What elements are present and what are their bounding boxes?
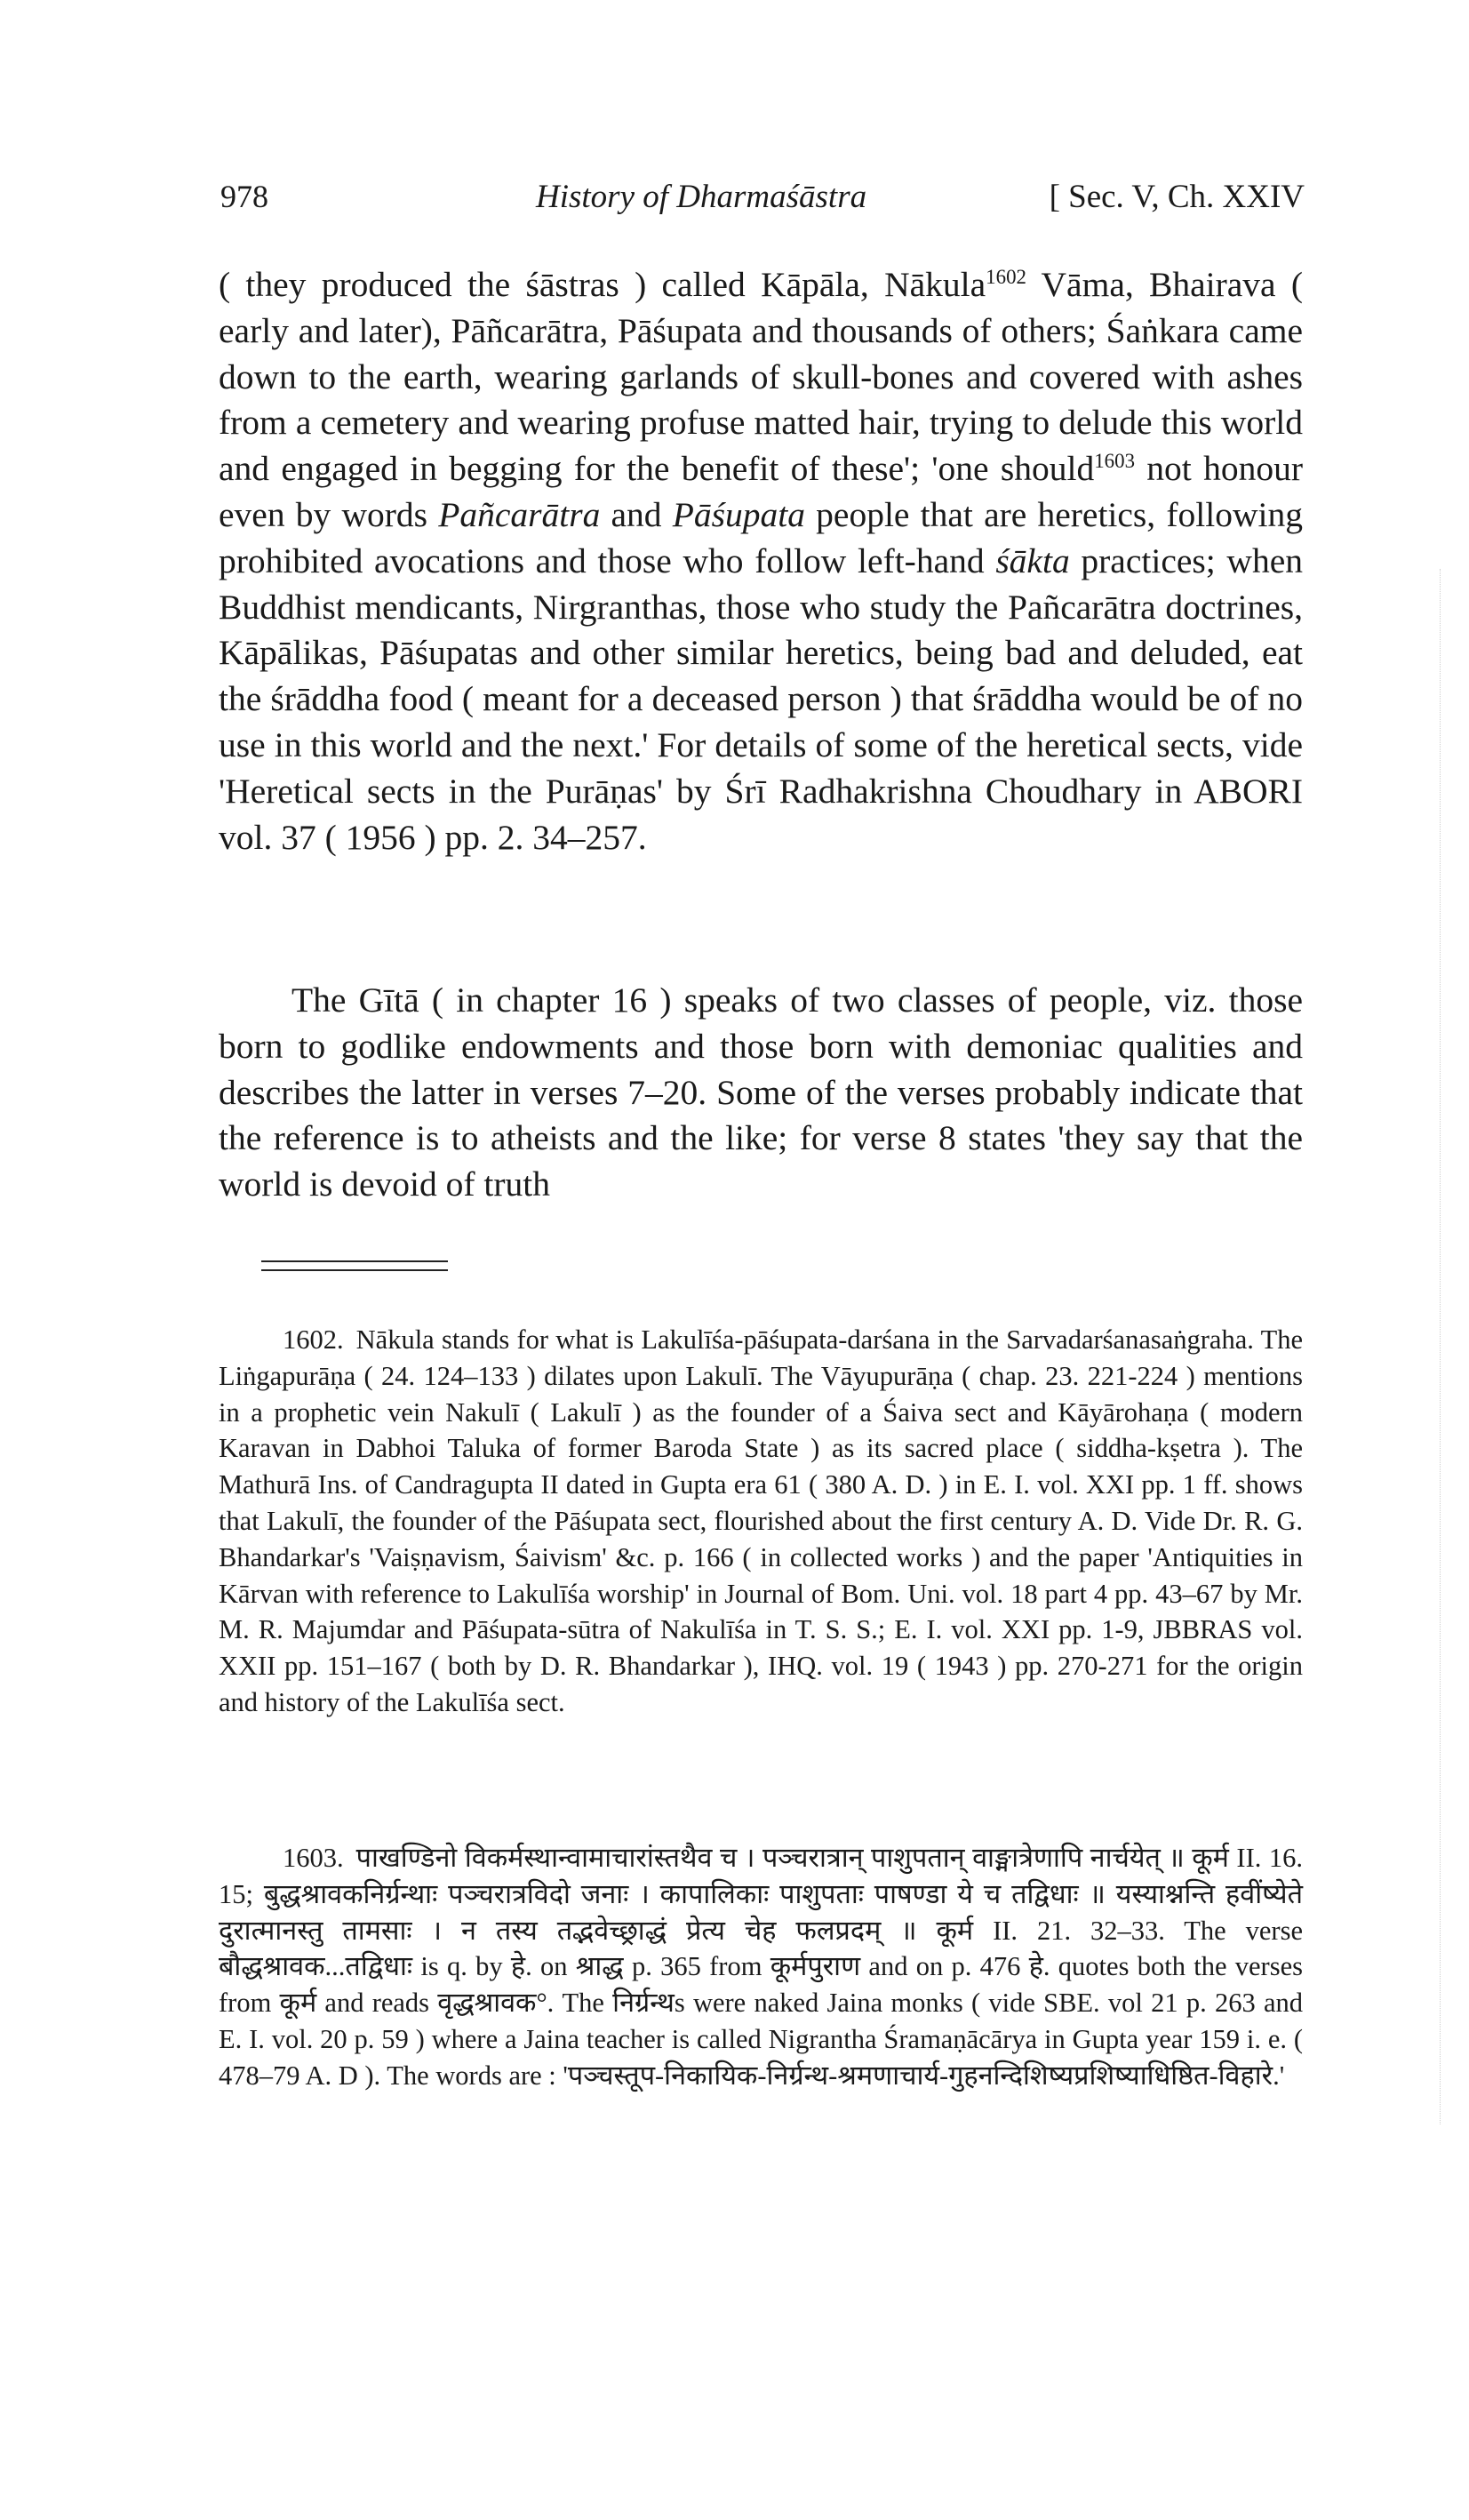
text-run: practices; when Buddhist mendicants, Nirgranthas, those who study the Pañcarātra doctrines, Kāpālikas, Pāśupatas and other similar heretics, being bad and deluded, eat the śrāddha food ( meant for a deceased person ) that śrāddha would be of no use in this world and the next.' For details of some of the heretical sects, vide 'Heretical sects in the Purāṇas' by Śrī Radhakrishna Choudhary in ABORI vol. 37 ( 1956 ) pp. 2. 34–257. bbox=[219, 540, 1303, 857]
page-header bbox=[220, 178, 1305, 231]
footnote-1602 bbox=[219, 1322, 1303, 1721]
text-run: ( they produced the śāstras ) called Kāpāla, Nākula bbox=[219, 265, 986, 304]
text-run: Vāma, Bhairava ( early and later), Pāñcarātra, Pāśupata and thousands of others; Śaṅkara came down to the earth, wearing garlands of skull-bones and covered with ashes from a cemetery and wearing profuse matted hair, trying to delude this world and engaged in begging for the benefit of these'; 'one should bbox=[219, 265, 1303, 489]
footnote-separator-rule bbox=[261, 1269, 448, 1271]
body-paragraph-1 bbox=[219, 262, 1303, 860]
footnote-marker-1603: 1603 bbox=[1094, 450, 1136, 473]
italic-term: Pāśupata bbox=[672, 494, 805, 534]
text-run: and bbox=[600, 494, 673, 534]
text-run: people that are heretics, following prohibited avocations and those who follow left-hand bbox=[219, 494, 1303, 580]
scan-margin-line bbox=[1440, 569, 1441, 2124]
italic-term: śākta bbox=[995, 540, 1070, 580]
footnote-1603 bbox=[219, 1840, 1303, 2094]
footnote-text: Nākula stands for what is Lakulīśa-pāśupata-darśana in the Sarvadarśanasaṅgraha. The Liṅgapurāṇa ( 24. 124–133 ) dilates upon Lakulī. The Vāyupurāṇa ( chap. 23. 221-224 ) mentions in a prophetic vein Nakulī ( Lakulī ) as the founder of a Śaiva sect and Kāyārohaṇa ( modern Karavan in Dabhoi Taluka of former Baroda State ) as its sacred place ( siddha-kṣetra ). The Mathurā Ins. of Candragupta II dated in Gupta era 61 ( 380 A. D. ) in E. I. vol. XXI pp. 1 ff. shows that Lakulī, the founder of the Pāśupata sect, flourished about the first century A. D. Vide Dr. R. G. Bhandarkar's 'Vaiṣṇavism, Śaivism' &c. p. 166 ( in collected works ) and the paper 'Antiquities in Kārvan with reference to Lakulīśa worship' in Journal of Bom. Uni. vol. 18 part 4 pp. 43–67 by Mr. M. R. Majumdar and Pāśupata-sūtra of Nakulīśa in T. S. S.; E. I. vol. XXI pp. 1-9, JBBRAS vol. XXII pp. 151–167 ( both by D. R. Bhandarkar ), IHQ. vol. 19 ( 1943 ) pp. 270-271 for the origin and history of the Lakulīśa sect. bbox=[219, 1324, 1303, 1717]
section-reference: [ Sec. V, Ch. XXIV bbox=[1049, 179, 1305, 215]
footnote-number: 1602. bbox=[283, 1324, 344, 1355]
running-title: History of Dharmaśāstra bbox=[536, 179, 867, 215]
footnote-separator-rule bbox=[261, 1260, 448, 1262]
footnote-text: पाखण्डिनो विकर्मस्थान्वामाचारांस्तथैव च । पञ्चरात्रान् पाशुपतान् वाङ्मात्रेणापि नार्चयेत् ॥ कूर्म II. 16. 15; बुद्धश्रावकनिर्ग्रन्थाः पञ्चरात्रविदो जनाः । कापालिकाः पाशुपताः पाषण्डा ये च तद्विधाः ॥ यस्याश्नन्ति हवींष्येते दुरात्मानस्तु तामसाः । न तस्य तद्भवेच्छ्राद्धं प्रेत्य चेह फलप्रदम् ॥ कूर्म II. 21. 32–33. The verse बौद्धश्रावक...तद्विधाः is q. by हे. on श्राद्ध p. 365 from कूर्मपुराण and on p. 476 हे. quotes both the verses from कूर्म and reads वृद्धश्रावक°. The निर्ग्रन्थs were naked Jaina monks ( vide SBE. vol 21 p. 263 and E. I. vol. 20 p. 59 ) where a Jaina teacher is called Nigrantha Śramaṇācārya in Gupta year 159 i. e. ( 478–79 A. D ). The words are : 'पञ्चस्तूप-निकायिक-निर्ग्रन्थ-श्रमणाचार्य-गुहनन्दिशिष्यप्रशिष्याधिष्ठित-विहारे.' bbox=[219, 1843, 1303, 2091]
italic-term: Pañcarātra bbox=[438, 494, 601, 534]
body-paragraph-2: The Gītā ( in chapter 16 ) speaks of two classes of people, viz. those born to godlike endowments and those born with demoniac qualities and describes the latter in verses 7–20. Some of the verses probably indicate that the reference is to atheists and the like; for verse 8 states 'they say that the world is devoid of truth bbox=[219, 980, 1303, 1204]
footnote-marker-1602: 1602 bbox=[986, 265, 1026, 288]
page-number: 978 bbox=[220, 179, 268, 214]
text-run: not honour even by words bbox=[219, 449, 1303, 534]
footnote-number: 1603. bbox=[283, 1843, 344, 1873]
